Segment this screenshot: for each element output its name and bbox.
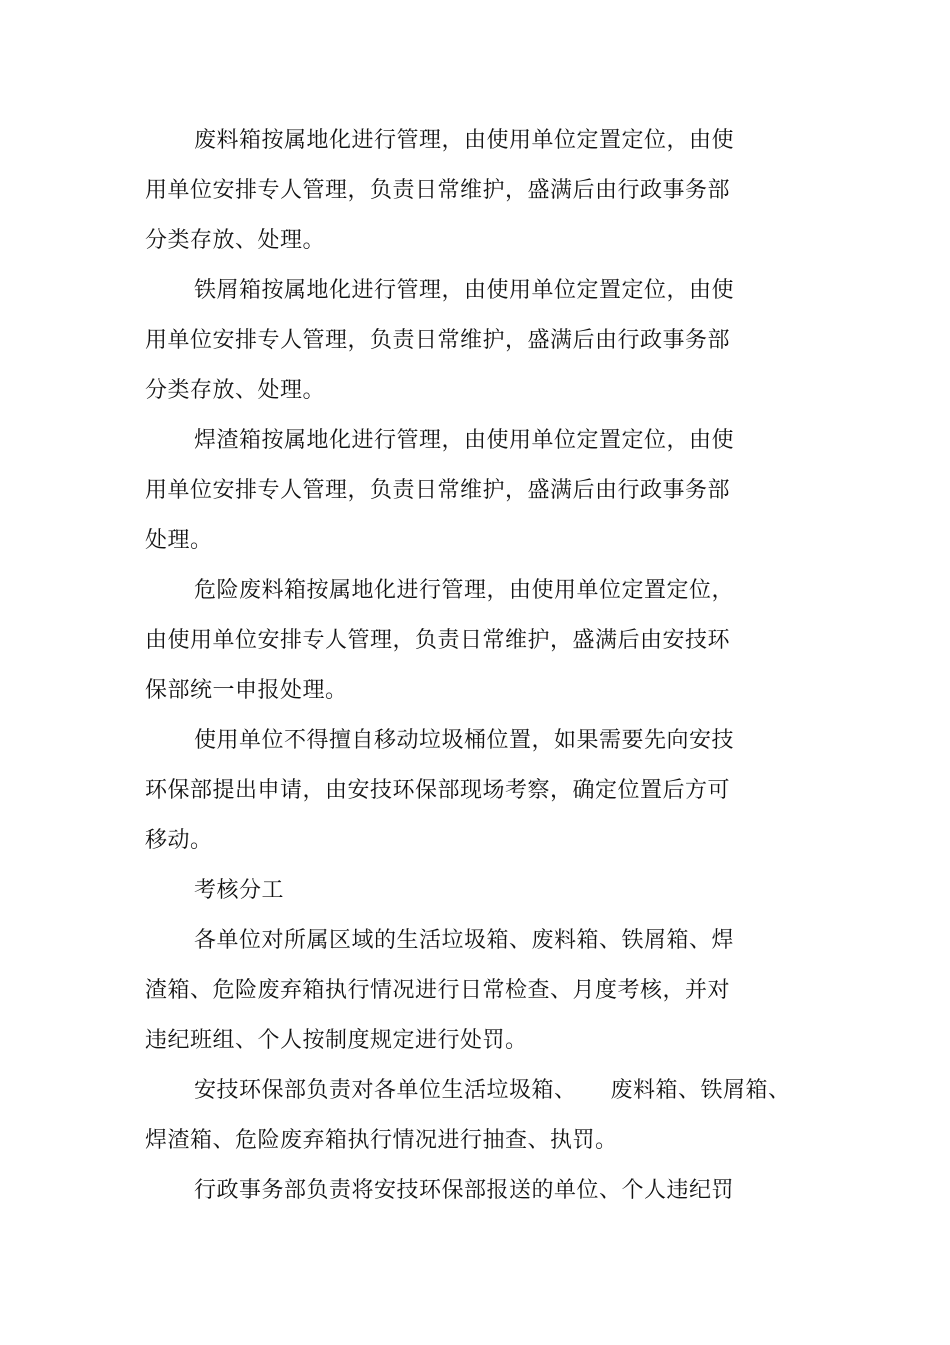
- paragraph-line: 保部统一申报处理。: [145, 678, 348, 703]
- paragraph-line: 用单位安排专人管理，负责日常维护，盛满后由行政事务部: [145, 178, 731, 203]
- paragraph-line: 安技环保部负责对各单位生活垃圾箱、 废料箱、铁屑箱、: [194, 1078, 791, 1103]
- paragraph-line: 用单位安排专人管理，负责日常维护，盛满后由行政事务部: [145, 478, 731, 503]
- paragraph-line: 各单位对所属区域的生活垃圾箱、废料箱、铁屑箱、焊: [194, 928, 735, 953]
- paragraph-line: 废料箱按属地化进行管理，由使用单位定置定位，由使: [194, 128, 735, 153]
- paragraph-line: 焊渣箱、危险废弃箱执行情况进行抽查、执罚。: [145, 1128, 618, 1153]
- paragraph-line: 用单位安排专人管理，负责日常维护，盛满后由行政事务部: [145, 328, 731, 353]
- paragraph-line: 移动。: [145, 828, 213, 853]
- paragraph-line: 分类存放、处理。: [145, 378, 326, 403]
- paragraph-line: 使用单位不得擅自移动垃圾桶位置，如果需要先向安技: [194, 728, 735, 753]
- paragraph-line: 行政事务部负责将安技环保部报送的单位、个人违纪罚: [194, 1178, 735, 1203]
- paragraph-line: 处理。: [145, 528, 213, 553]
- paragraph-line: 违纪班组、个人按制度规定进行处罚。: [145, 1028, 528, 1053]
- paragraph-line: 危险废料箱按属地化进行管理，由使用单位定置定位，: [194, 578, 735, 603]
- paragraph-line: 渣箱、危险废弃箱执行情况进行日常检查、月度考核，并对: [145, 978, 731, 1003]
- paragraph-line: 焊渣箱按属地化进行管理，由使用单位定置定位，由使: [194, 428, 735, 453]
- section-heading: 考核分工: [194, 878, 285, 903]
- paragraph-line: 由使用单位安排专人管理，负责日常维护，盛满后由安技环: [145, 628, 731, 653]
- paragraph-line: 分类存放、处理。: [145, 228, 326, 253]
- paragraph-line: 铁屑箱按属地化进行管理，由使用单位定置定位，由使: [194, 278, 735, 303]
- paragraph-line: 环保部提出申请，由安技环保部现场考察，确定位置后方可: [145, 778, 731, 803]
